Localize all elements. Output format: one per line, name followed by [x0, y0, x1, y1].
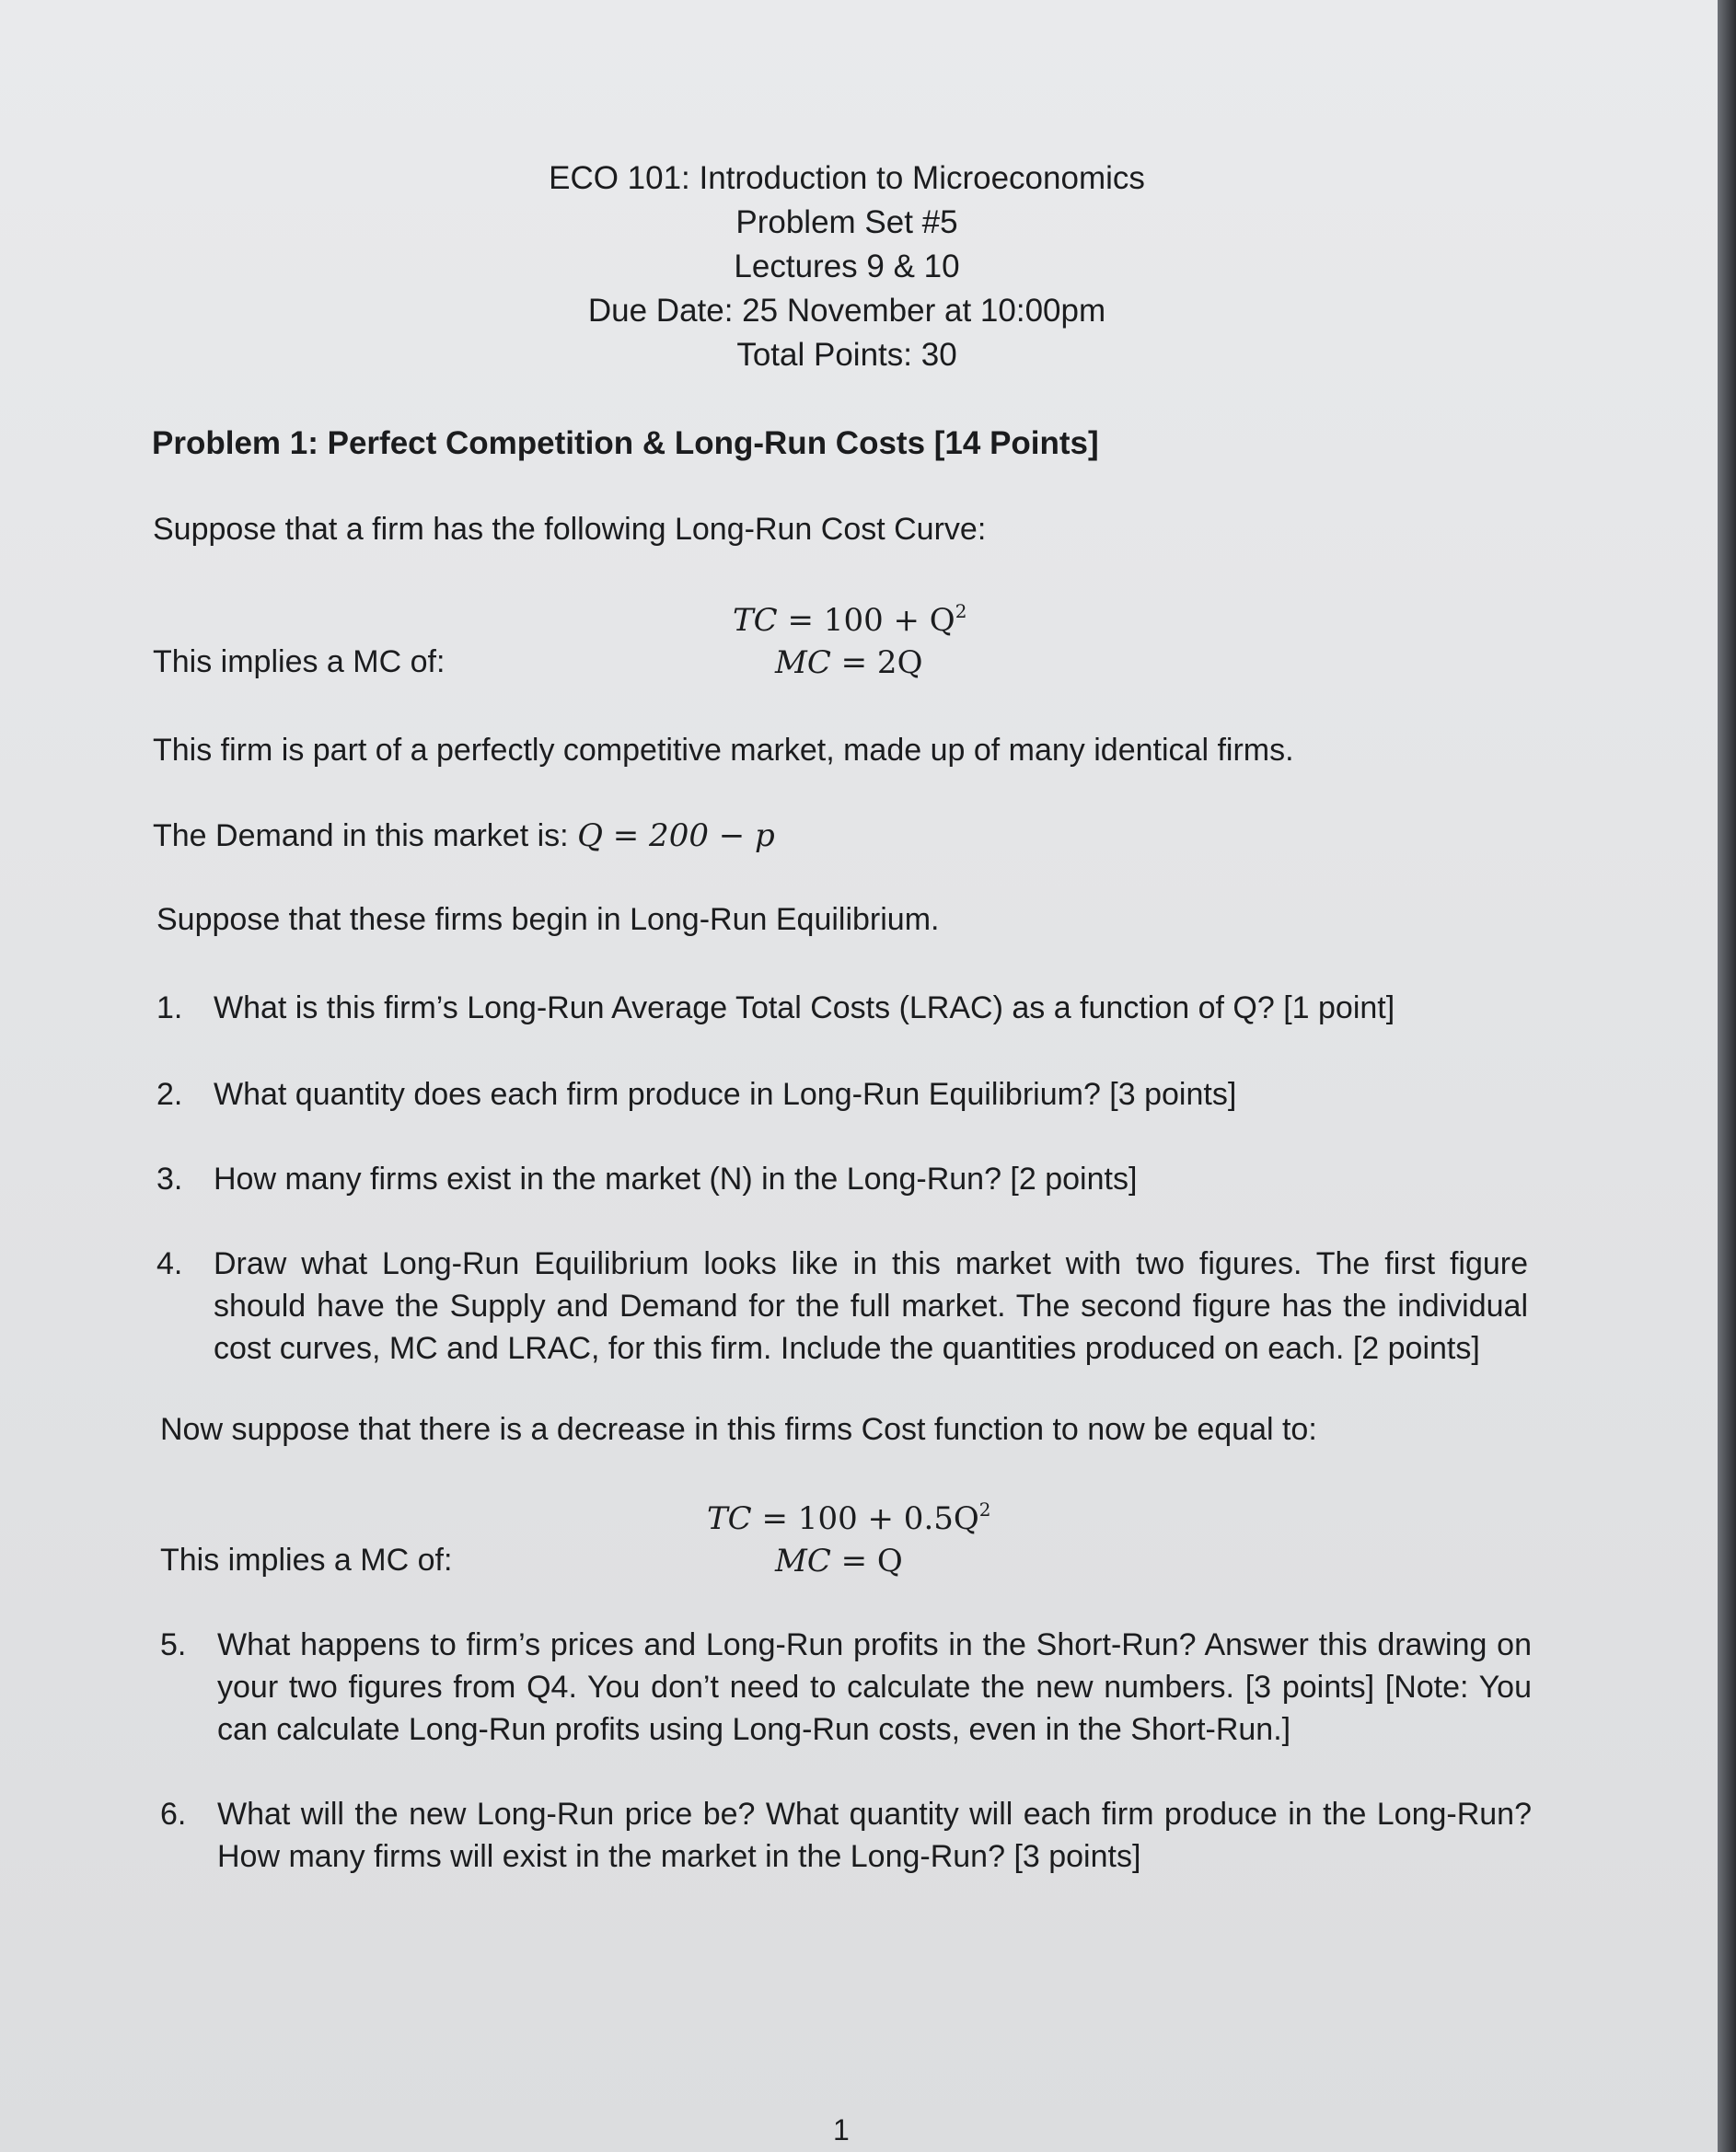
demand-label: The Demand in this market is:	[153, 818, 569, 853]
question-text: What will the new Long-Run price be? What quantity will each firm produce in the Long-Run? How many firms will exist in the market in the Long-Run? [3 points]	[217, 1797, 1532, 1874]
tc2-equation	[707, 1498, 991, 1537]
question-number: 1.	[156, 990, 183, 1025]
demand-equation: Q = 200 − p	[577, 817, 775, 854]
question-number: 4.	[156, 1246, 183, 1281]
course-title: ECO 101: Introduction to Microeconomics	[549, 160, 1145, 196]
mc-label: This implies a MC of:	[153, 644, 446, 679]
tc-exponent: 2	[955, 600, 967, 622]
problem-set-label: Problem Set #5	[735, 204, 958, 240]
mc2-rhs: = Q	[840, 1543, 903, 1579]
mc-lhs: MC	[775, 644, 831, 681]
mc-label-2: This implies a MC of:	[160, 1543, 453, 1578]
problem-title: Problem 1: Perfect Competition & Long-Run Costs [14 Points]	[152, 425, 1099, 461]
tc-rhs: = 100 + Q	[787, 602, 955, 639]
tc-equation	[733, 600, 966, 639]
demand-line	[153, 817, 775, 854]
question-text: What quantity does each firm produce in Long-Run Equilibrium? [3 points]	[214, 1077, 1237, 1112]
tc2-lhs: TC	[707, 1500, 752, 1537]
question-text: Draw what Long-Run Equilibrium looks like in this market with two figures. The first figure should have the Supply and Demand for the full market. The second figure has the individual cost curves, MC and LRAC, for this firm. Include the quantities produced on each. [2 points]	[214, 1246, 1528, 1366]
equilibrium-text: Suppose that these firms begin in Long-Run Equilibrium.	[156, 902, 940, 937]
mc-equation	[775, 644, 922, 681]
intro-text: Suppose that a firm has the following Long-Run Cost Curve:	[153, 512, 987, 547]
page-number: 1	[833, 2113, 850, 2146]
tc2-exponent: 2	[978, 1498, 991, 1521]
question-text: How many firms exist in the market (N) in the Long-Run? [2 points]	[214, 1162, 1138, 1197]
document-header	[479, 156, 1215, 377]
question-number: 5.	[160, 1627, 187, 1662]
tc-lhs: TC	[733, 602, 778, 639]
decrease-text: Now suppose that there is a decrease in this firms Cost function to now be equal to:	[160, 1412, 1317, 1447]
question-text: What happens to firm’s prices and Long-Run profits in the Short-Run? Answer this drawing on your two figures from Q4. You don’t need to calculate the new numbers. [3 points] [Note: You can calculate Long-Run profits using Long-Run costs, even in the Short-Run.]	[217, 1627, 1532, 1747]
lectures-label: Lectures 9 & 10	[734, 249, 960, 284]
page-edge-shadow	[1718, 0, 1736, 2152]
market-text: This firm is part of a perfectly competitive market, made up of many identical firms.	[153, 733, 1294, 768]
mc2-equation	[775, 1543, 903, 1579]
question-number: 2.	[156, 1077, 183, 1112]
question-number: 6.	[160, 1797, 187, 1832]
total-points: Total Points: 30	[736, 337, 957, 373]
due-date: Due Date: 25 November at 10:00pm	[587, 293, 1106, 329]
mc-rhs: = 2Q	[840, 644, 923, 681]
question-number: 3.	[156, 1162, 183, 1197]
mc2-lhs: MC	[775, 1543, 831, 1579]
tc2-rhs: = 100 + 0.5Q	[761, 1500, 979, 1537]
question-text: What is this firm’s Long-Run Average Total Costs (LRAC) as a function of Q? [1 point]	[214, 990, 1395, 1025]
